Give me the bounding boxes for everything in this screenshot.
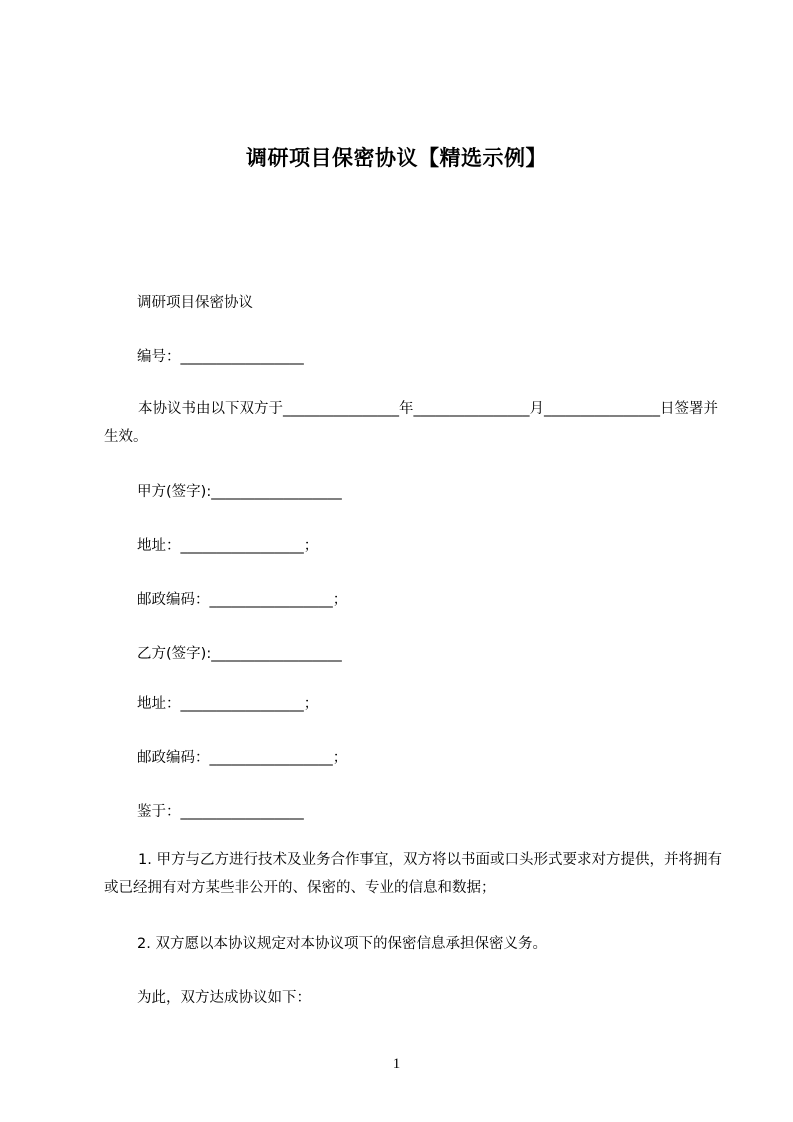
document-title: 调研项目保密协议【精选示例】 xyxy=(246,146,547,170)
party-a-address-field: 地址：_________________； xyxy=(137,538,319,554)
clause-2: 2. 双方愿以本协议规定对本协议项下的保密信息承担保密义务。 xyxy=(137,936,547,952)
whereas-field: 鉴于：_________________ xyxy=(137,804,304,820)
clause-1-text: 1. 甲方与乙方进行技术及业务合作事宜，双方将以书面或口头形式要求对方提供，并将拥有或已经拥有对方某些非公开的、保密的、专业的信息和数据； xyxy=(104,852,722,896)
date-sentence xyxy=(104,395,724,451)
party-b-address-field: 地址：_________________； xyxy=(137,696,319,712)
agreement-intro: 为此，双方达成协议如下： xyxy=(137,990,311,1006)
party-b-postcode-field: 邮政编码：_________________； xyxy=(137,750,348,766)
party-a-signature-field: 甲方(签字):__________________ xyxy=(137,484,342,500)
party-a-postcode-field: 邮政编码：_________________； xyxy=(137,592,348,608)
clause-1 xyxy=(104,846,724,902)
document-subtitle: 调研项目保密协议 xyxy=(137,295,253,311)
agreement-number-field: 编号：_________________ xyxy=(137,349,304,365)
date-sentence-text: 本协议书由以下双方于________________年________________月________________日签署并生效。 xyxy=(104,401,718,445)
party-b-signature-field: 乙方(签字):__________________ xyxy=(137,646,342,662)
page-number: 1 xyxy=(392,1056,401,1072)
